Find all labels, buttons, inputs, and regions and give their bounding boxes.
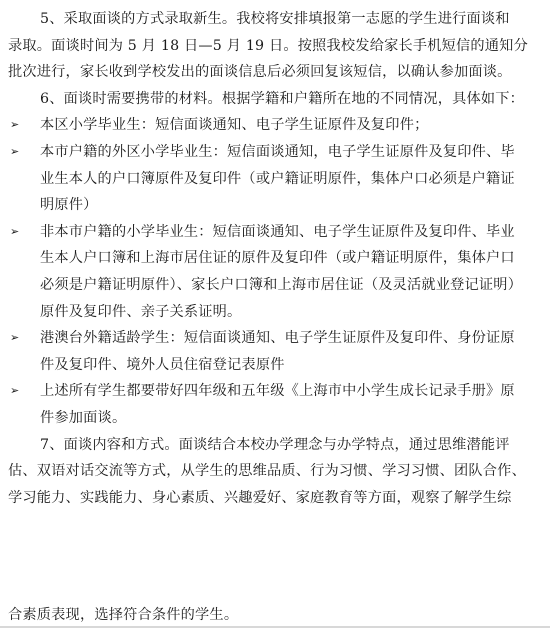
text-line: 明原件）	[40, 197, 98, 214]
paragraph-7	[8, 432, 536, 512]
arrow-bullet-icon: ➢	[10, 144, 20, 158]
text-line: 上述所有学生都要带好四年级和五年级《上海市中小学生成长记录手册》原	[40, 383, 515, 400]
arrow-bullet-icon: ➢	[10, 118, 20, 132]
text-line: 非本市户籍的小学毕业生：短信面谈通知、电子学生证原件及复印件、毕业	[40, 223, 515, 240]
arrow-bullet-icon: ➢	[10, 331, 20, 345]
list-item	[8, 112, 536, 139]
text-line: 学习能力、实践能力、身心素质、兴趣爱好、家庭教育等方面，观察了解学生综	[8, 489, 512, 506]
list-item-text	[40, 139, 536, 219]
paragraph-6	[8, 86, 536, 113]
text-line: 合素质表现，选择符合条件的学生。	[8, 607, 239, 623]
text-line: 批次进行，家长收到学校发出的面谈信息后必须回复该短信，以确认参加面谈。	[8, 64, 512, 81]
paragraph-5	[8, 6, 536, 86]
text-line: 本市户籍的外区小学毕业生：短信面谈通知，电子学生证原件及复印件、毕	[40, 143, 515, 160]
list-item	[8, 378, 536, 431]
text-line: 生本人户口簿和上海市居住证的原件及复印件（或户籍证明原件，集体户口	[40, 250, 515, 267]
materials-list	[8, 112, 536, 431]
text-line: 件参加面谈。	[40, 409, 127, 426]
text-line: 必须是户籍证明原件）、家长户口簿和上海市居住证（及灵活就业登记证明）	[40, 276, 523, 293]
text-line: 估、双语对话交流等方式，从学生的思维品质、行为习惯、学习习惯、团队合作、	[8, 463, 526, 480]
arrow-bullet-icon: ➢	[10, 384, 20, 398]
text-line: 录取。面谈时间为 5 月 18 日—5 月 19 日。按照我校发给家长手机短信的通知分	[8, 37, 528, 54]
list-item	[8, 219, 536, 325]
list-item-text	[40, 112, 536, 139]
text-line: 原件及复印件、亲子关系证明。	[40, 303, 242, 320]
text-line: 件及复印件、境外人员住宿登记表原件	[40, 356, 285, 373]
text-line: 7、面谈内容和方式。面谈结合本校办学理念与办学特点，通过思维潜能评	[40, 436, 510, 453]
text-line: 5、采取面谈的方式录取新生。我校将安排填报第一志愿的学生进行面谈和	[40, 11, 510, 27]
list-item-text	[40, 325, 536, 378]
text-line: 本区小学毕业生：短信面谈通知、电子学生证原件及复印件；	[40, 117, 429, 134]
text-line: 业生本人的户口簿原件及复印件（或户籍证明原件，集体户口必须是户籍证	[40, 170, 515, 187]
list-item	[8, 139, 536, 219]
list-item-text	[40, 219, 536, 325]
text-line: 港澳台外籍适龄学生：短信面谈通知、电子学生证原件及复印件、身份证原	[40, 330, 515, 347]
arrow-bullet-icon: ➢	[10, 224, 20, 238]
list-item-text	[40, 378, 536, 431]
list-item	[8, 325, 536, 378]
text-line: 6、面谈时需要携带的材料。根据学籍和户籍所在地的不同情况，具体如下：	[40, 90, 525, 107]
